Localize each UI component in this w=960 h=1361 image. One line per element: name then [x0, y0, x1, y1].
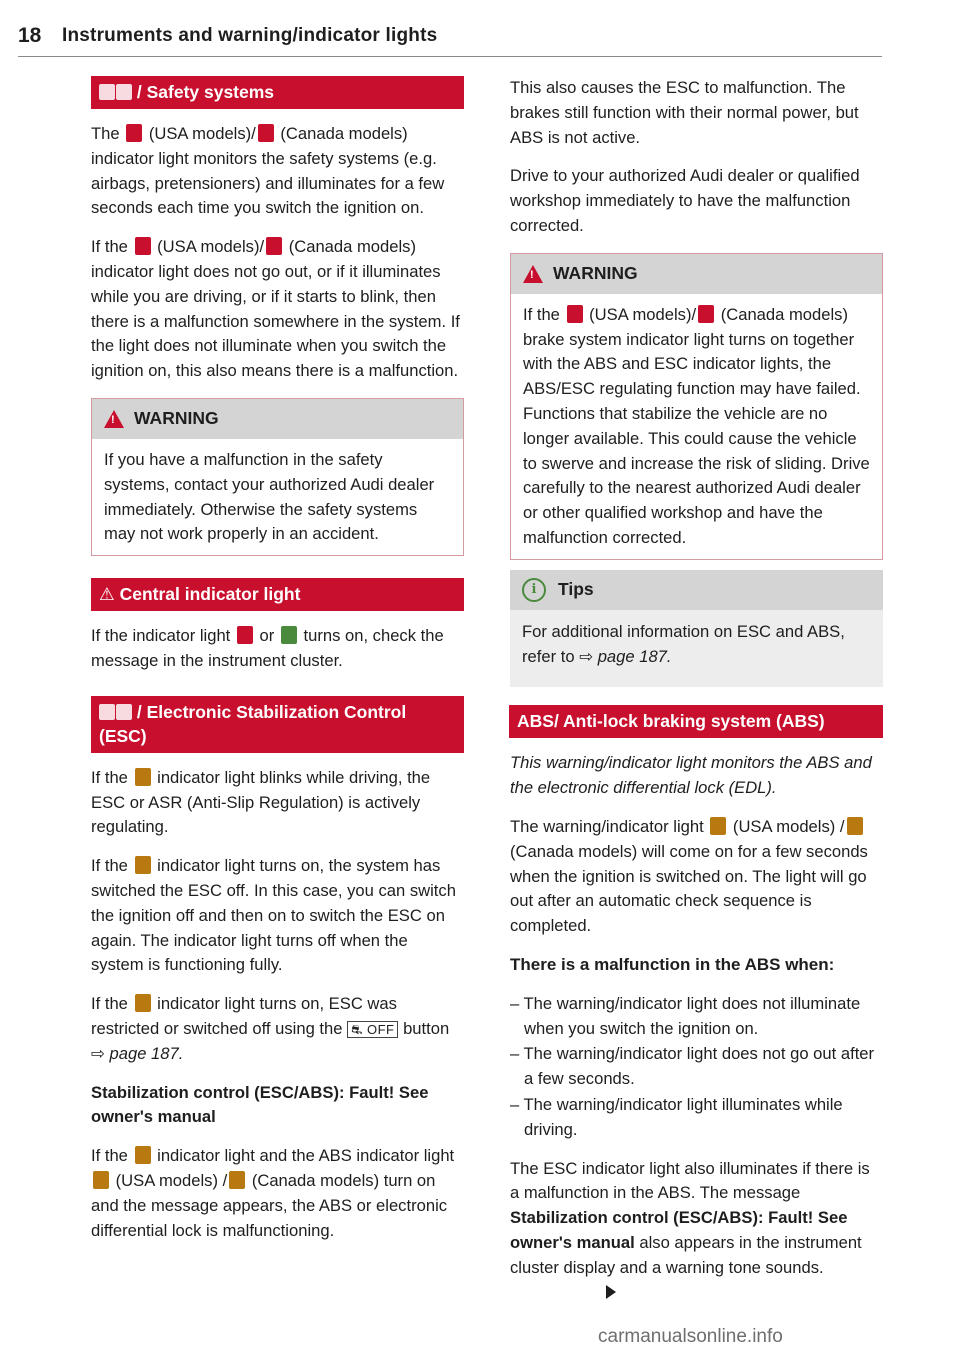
paragraph: If the indicator light blinks while driving, the ESC or ASR (Anti-Slip Regulation) is actively regulating.: [91, 767, 431, 837]
central-red-icon: [237, 626, 253, 644]
abs-canada-icon: [847, 817, 863, 835]
list-item: – The warning/indicator light does not illuminate when you switch the ignition on.: [510, 993, 861, 1038]
paragraph: The warning/indicator light (USA models) / (Canada models) will come on for a few seconds when the ignition is switched on. The light will go out after an automatic check sequence is completed.: [510, 816, 868, 936]
esc-off-icon: [135, 994, 151, 1012]
paragraph: If the indicator light turns on, the system has switched the ESC off. In this case, you can switch the ignition off and then on to switch the ESC on again. The indicator light turns off when the system is functioning fully.: [91, 856, 456, 975]
warning-triangle-icon: !: [523, 265, 543, 283]
list-item: – The warning/indicator light illuminates while driving.: [510, 1094, 843, 1139]
brake-usa-icon: [567, 305, 583, 323]
next-page-arrow-icon: [606, 1285, 616, 1299]
central-yellow-icon: [281, 626, 297, 644]
left-column: [91, 76, 464, 1257]
abs-usa-icon: [710, 817, 726, 835]
warning-box: [91, 398, 464, 556]
warning-triangle-icon: !: [104, 410, 124, 428]
warning-triangle-icon: ⚠: [99, 584, 115, 605]
section-heading-esc: / Electronic Stabilization Control (ESC): [91, 696, 464, 753]
airbag-icon: [99, 84, 115, 100]
airbag-canada-icon: [116, 84, 132, 100]
tips-text: For additional information on ESC and ABS, refer to ⇨ page 187.: [522, 621, 845, 666]
airbag-usa-icon: [135, 237, 151, 255]
section-heading-abs: ABS/ Anti-lock braking system (ABS): [509, 705, 883, 738]
right-column: [510, 76, 883, 1319]
paragraph: If the indicator light or turns on, check the message in the instrument cluster.: [91, 626, 444, 670]
page-number: 18: [18, 24, 42, 47]
section-heading-central-indicator: ⚠ Central indicator light: [91, 578, 464, 611]
paragraph: The ESC indicator light also illuminates if there is a malfunction in the ABS. The message Stabilization control (ESC/ABS): Fault! See owner's manual also appears in the instrument cluster display and a warning tone sounds.: [510, 1157, 883, 1306]
section-heading-safety-systems: / Safety systems: [91, 76, 464, 109]
paragraph: Drive to your authorized Audi dealer or qualified workshop immediately to have the malfunction corrected.: [510, 166, 860, 235]
airbag-canada-icon: [258, 124, 274, 142]
airbag-canada-icon: [266, 237, 282, 255]
section-intro: This warning/indicator light monitors the ABS and the electronic differential lock (EDL).: [510, 753, 872, 798]
tips-info-icon: i: [522, 578, 546, 602]
paragraph: If the indicator light and the ABS indicator light (USA models) / (Canada models) turn on and the message appears, the ABS or electronic differential lock is malfunctioning.: [91, 1146, 455, 1240]
paragraph: The (USA models)/ (Canada models) indicator light monitors the safety systems (e.g. airbags, pretensioners) and illuminates for a few seconds each time you switch the ignition on.: [91, 124, 445, 218]
chapter-title: Instruments and warning/indicator lights: [62, 25, 438, 46]
esc-icon: [135, 856, 151, 874]
warning-text: If the (USA models)/ (Canada models) brake system indicator light turns on together with the ABS and ESC indicator lights, the ABS/ESC regulating function may have failed. Functions that stabilize the vehicle are no longer available. This could cause the vehicle to swerve and increase the risk of sliding. Drive carefully to the nearest authorized Audi dealer or other qualified workshop and have the malfunction corrected.: [523, 304, 870, 547]
airbag-usa-icon: [126, 124, 142, 142]
page-header: [18, 22, 882, 57]
abs-canada-icon: [229, 1171, 245, 1189]
esc-icon: [135, 768, 151, 786]
warning-header: ! WARNING: [511, 254, 882, 294]
malfunction-list: [510, 992, 883, 1143]
tips-header: i Tips: [510, 570, 883, 610]
list-item: – The warning/indicator light does not go out after a few seconds.: [510, 1044, 875, 1089]
message-heading: Stabilization control (ESC/ABS): Fault! See owner's manual: [91, 1082, 429, 1127]
subheading: There is a malfunction in the ABS when:: [510, 954, 835, 974]
paragraph: If the (USA models)/ (Canada models) indicator light does not go out, or if it illuminates while you are driving, or if it starts to blink, then there is a malfunction somewhere in the system. If the light does not illuminate when you switch the ignition on, this also means there is a malfunction.: [91, 237, 460, 381]
warning-box: [510, 253, 883, 560]
paragraph: If the indicator light turns on, ESC was restricted or switched off using the ⛐ OFF button ⇨ page 187.: [91, 994, 450, 1063]
warning-text: If you have a malfunction in the safety systems, contact your authorized Audi dealer immediately. Otherwise the safety systems may not work properly in an accident.: [104, 449, 435, 544]
esc-icon: [135, 1146, 151, 1164]
esc-icon: [99, 704, 115, 720]
esc-off-icon: [116, 704, 132, 720]
watermark: carmanualsonline.info: [598, 1326, 783, 1347]
abs-usa-icon: [93, 1171, 109, 1189]
warning-header: ! WARNING: [92, 399, 463, 439]
paragraph: This also causes the ESC to malfunction. The brakes still function with their normal power, but ABS is not active.: [510, 78, 859, 147]
esc-off-key: ⛐ OFF: [347, 1021, 398, 1038]
tips-box: [510, 570, 883, 688]
brake-canada-icon: [698, 305, 714, 323]
